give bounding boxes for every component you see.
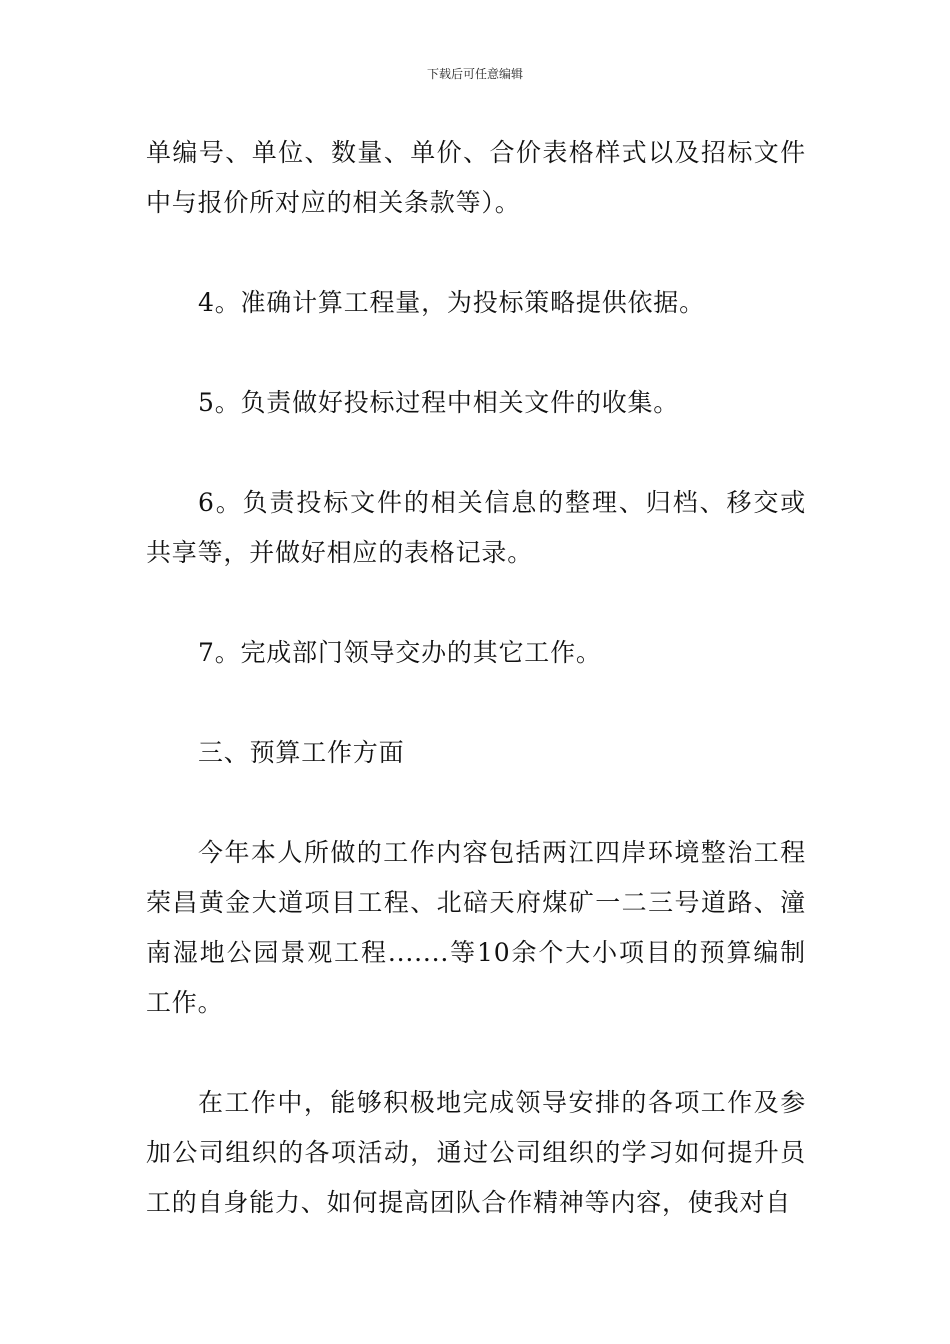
document-body — [146, 128, 806, 1278]
paragraph-item-5: 5。负责做好投标过程中相关文件的收集。 — [198, 388, 680, 417]
paragraph-item-4: 4。准确计算工程量，为投标策略提供依据。 — [198, 288, 705, 317]
paragraph-work-summary: 在工作中，能够积极地完成领导安排的各项工作及参加公司组织的各项活动，通过公司组织的学习如何提升员工的自身能力、如何提高团队合作精神等内容，使我对自 — [146, 1088, 806, 1217]
section-heading-budget: 三、预算工作方面 — [198, 738, 405, 767]
header-note: 下载后可任意编辑 — [426, 67, 523, 81]
paragraph-continued-list: 单编号、单位、数量、单价、合价表格样式以及招标文件中与报价所对应的相关条款等）。 — [146, 138, 806, 217]
paragraph-budget-projects: 今年本人所做的工作内容包括两江四岸环境整治工程荣昌黄金大道项目工程、北碚天府煤矿一二三号道路、潼南湿地公园景观工程.......等10余个大小项目的预算编制工作。 — [146, 838, 806, 1017]
paragraph-item-7: 7。完成部门领导交办的其它工作。 — [198, 638, 602, 667]
paragraph-item-6: 6。负责投标文件的相关信息的整理、归档、移交或共享等，并做好相应的表格记录。 — [146, 488, 806, 567]
